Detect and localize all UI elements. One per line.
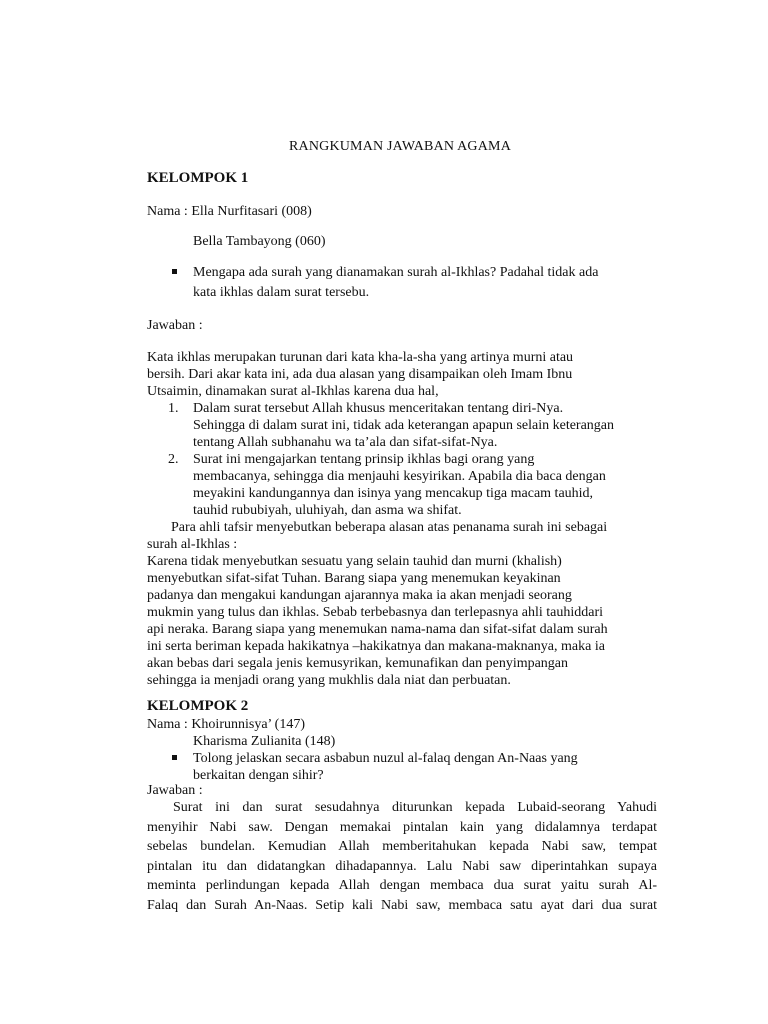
list-item-line: membacanya, sehingga dia menjauhi kesyirikan. Apabila dia baca dengan (193, 469, 606, 484)
list-item-line: Dalam surat tersebut Allah khusus menceritakan tentang diri-Nya. (193, 401, 564, 416)
group-1-intro-line: bersih. Dari akar kata ini, ada dua alasan yang disampaikan oleh Imam Ibnu (147, 367, 573, 382)
group-2-member-2: Kharisma Zulianita (148) (193, 734, 336, 749)
group-1-paragraph-line: api neraka. Barang siapa yang menemukan nama-nama dan sifat-sifat dalam surah (147, 622, 608, 637)
group-1-paragraph-line: Para ahli tafsir menyebutkan beberapa alasan atas penanama surah ini sebagai (171, 520, 608, 535)
group-1-paragraph-line: mukmin yang tulus dan ikhlas. Sebab terbebasnya dan terlepasnya ahli tauhiddari (147, 605, 604, 620)
list-item-line: Sehingga di dalam surat ini, tidak ada keterangan apapun selain keterangan (193, 418, 615, 433)
group-2-answer-paragraph (147, 798, 657, 915)
group-1-question-line: Mengapa ada surah yang dianamakan surah al-Ikhlas? Padahal tidak ada (193, 265, 599, 280)
answer-line: meminta perlindungan kepada Allah dengan membaca dua surat yaitu surah Al- (147, 878, 657, 893)
group-1-answer-label: Jawaban : (147, 318, 203, 333)
answer-line: Falaq dan Surah An-Naas. Setip kali Nabi saw, membaca satu ayat dari dua surat (147, 897, 657, 913)
group-2-question-line: Tolong jelaskan secara asbabun nuzul al-falaq dengan An-Naas yang (193, 751, 578, 766)
group-1-name-line: Nama : Ella Nurfitasari (008) (147, 204, 312, 219)
answer-line: sebelas bundelan. Kemudian Allah memberitahukan kepada Nabi saw, tempat (147, 839, 657, 854)
group-1-question-line: kata ikhlas dalam surat tersebu. (193, 285, 370, 300)
list-number: 2. (168, 452, 179, 467)
group-1-paragraph-line: surah al-Ikhlas : (147, 537, 238, 552)
bullet-icon (172, 755, 177, 760)
list-item-line: Surat ini mengajarkan tentang prinsip ikhlas bagi orang yang (193, 452, 535, 467)
list-item-line: meyakini kandungannya dan isinya yang mencakup tiga macam tauhid, (193, 486, 594, 501)
document-title: RANGKUMAN JAWABAN AGAMA (288, 139, 512, 154)
answer-line: pintalan itu dan didatangkan dihadapannya. Lalu Nabi saw diperintahkan supaya (147, 858, 657, 874)
answer-line: Surat ini dan surat sesudahnya diturunkan kepada Lubaid-seorang Yahudi (173, 800, 657, 815)
group-1-intro-line: Kata ikhlas merupakan turunan dari kata kha-la-sha yang artinya murni atau (147, 350, 574, 365)
group-1-member-2: Bella Tambayong (060) (193, 234, 326, 249)
group-1-intro-line: Utsaimin, dinamakan surat al-Ikhlas karena dua hal, (147, 384, 439, 399)
group-2-question-line: berkaitan dengan sihir? (193, 768, 324, 783)
group-1-heading: KELOMPOK 1 (147, 170, 249, 186)
group-2-name-line: Nama : Khoirunnisya’ (147) (147, 717, 305, 732)
list-item-line: tentang Allah subhanahu wa ta’ala dan sifat-sifat-Nya. (193, 435, 498, 450)
group-1-paragraph-line: sehingga ia menjadi orang yang mukhlis dala niat dan perbuatan. (147, 673, 511, 688)
group-2-answer-label: Jawaban : (147, 783, 203, 798)
bullet-icon (172, 269, 177, 274)
group-1-paragraph-line: ini serta beriman kepada hakikatnya –hakikatnya dan makana-maknanya, maka ia (147, 639, 605, 654)
list-number: 1. (168, 401, 179, 416)
group-1-paragraph-line: menyebutkan sifat-sifat Tuhan. Barang siapa yang menemukan keyakinan (147, 571, 561, 586)
list-item-line: tauhid rububiyah, uluhiyah, dan asma wa shifat. (193, 503, 462, 518)
group-1-paragraph-line: akan bebas dari segala jenis kemusyrikan, kemunafikan dan penyimpangan (147, 656, 569, 671)
answer-line: menyihir Nabi saw. Dengan memakai pintalan kain yang didalamnya terdapat (147, 819, 657, 835)
group-2-heading: KELOMPOK 2 (147, 698, 249, 714)
group-1-paragraph-line: padanya dan mengakui kandungan ajarannya maka ia akan menjadi seorang (147, 588, 572, 603)
group-1-paragraph-line: Karena tidak menyebutkan sesuatu yang selain tauhid dan murni (khalish) (147, 554, 562, 569)
